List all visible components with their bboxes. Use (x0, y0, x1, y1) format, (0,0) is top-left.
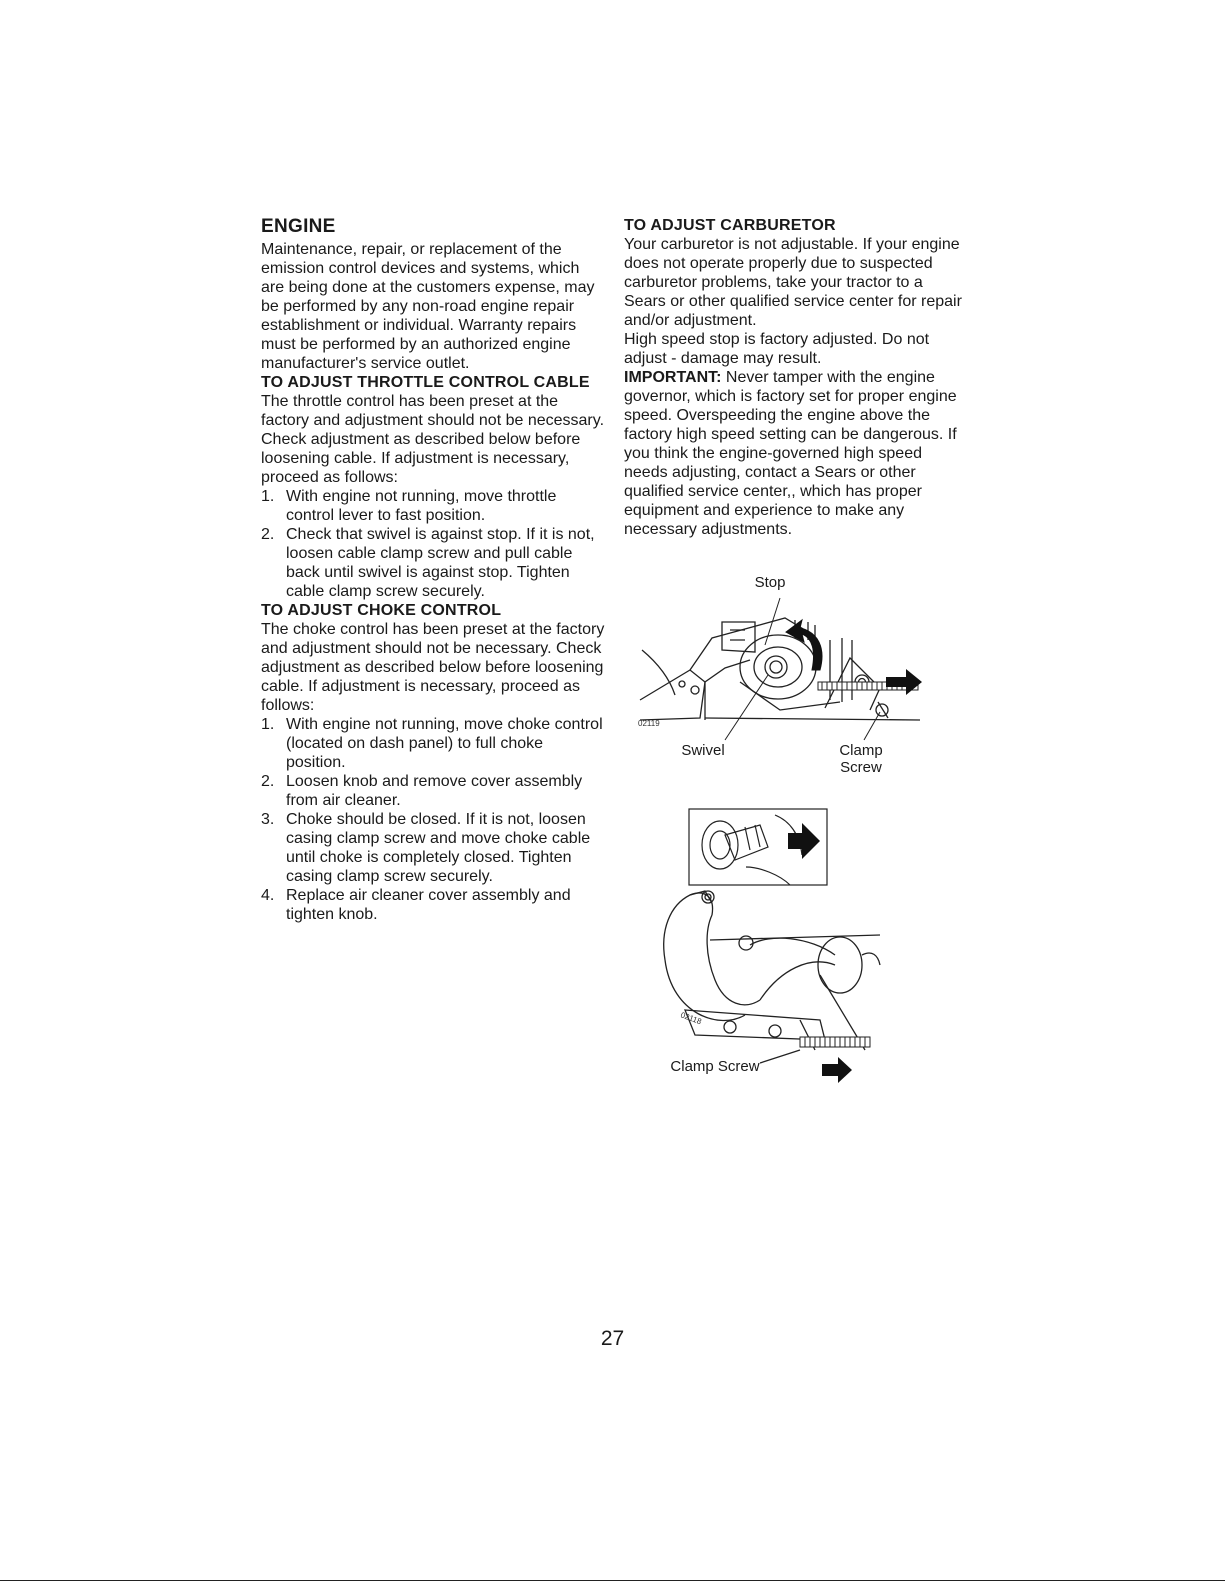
step-text: Loosen knob and remove cover assembly from air cleaner. (286, 773, 583, 809)
figure-code: 02119 (638, 719, 660, 728)
step-number: 2. (261, 526, 275, 543)
step-text: Replace air cleaner cover assembly and tighten knob. (286, 887, 571, 923)
list-item (261, 525, 606, 601)
throttle-heading: TO ADJUST THROTTLE CONTROL CABLE (261, 374, 590, 391)
step-text: With engine not running, move throttle control lever to fast position. (286, 488, 557, 524)
important-text: Never tamper with the engine governor, which is factory set for proper engine speed. Overspeeding the engine above the factory high speed setting can be dangerous. If you think the engine-governed high speed needs adjusting, contact a Sears or other qualified service center,, which has proper equipment and experience to make any necessary adjustments. (624, 369, 957, 538)
right-arrow-icon (822, 1057, 852, 1083)
step-number: 1. (261, 716, 275, 733)
page-number: 27 (600, 1327, 625, 1350)
engine-paragraph: Maintenance, repair, or replacement of the emission control devices and systems, which are being done at the customers expense, may be performed by any non-road engine repair establishment or individual. Warranty repairs must be performed by an authorized engine manufacturer's service outlet. (261, 241, 595, 372)
choke-heading: TO ADJUST CHOKE CONTROL (261, 602, 502, 619)
step-number: 4. (261, 887, 275, 904)
step-text: With engine not running, move choke control (located on dash panel) to full choke position. (286, 716, 603, 771)
bottom-rule (0, 1580, 1225, 1581)
label-swivel: Swivel (681, 742, 725, 759)
list-item (261, 886, 606, 924)
right-column (624, 216, 969, 539)
important-lead: IMPORTANT: (624, 369, 722, 386)
carburetor-paragraph: Your carburetor is not adjustable. If your engine does not operate properly due to suspected carburetor problems, take your tractor to a Sears or other qualified service center for repair and/or adjustment. (624, 236, 962, 329)
important-paragraph (624, 368, 969, 539)
rotation-arrow-icon (786, 620, 822, 670)
step-text: Check that swivel is against stop. If it is not, loosen cable clamp screw and pull cable back until swivel is against stop. Tighten cable clamp screw securely. (286, 526, 595, 600)
carburetor-heading: TO ADJUST CARBURETOR (624, 217, 836, 234)
label-clamp-screw: Clamp Screw (839, 742, 883, 776)
label-stop: Stop (754, 574, 786, 591)
high-speed-paragraph: High speed stop is factory adjusted. Do not adjust - damage may result. (624, 331, 930, 367)
choke-steps (261, 715, 606, 924)
throttle-paragraph: The throttle control has been preset at the factory and adjustment should not be necessary. Check adjustment as described below before loosening cable. If adjustment is necessary, proceed as follows: (261, 393, 605, 486)
choke-illustration (650, 805, 890, 1090)
figure-code: 02118 (679, 1010, 703, 1027)
choke-paragraph: The choke control has been preset at the factory and adjustment should not be necessary. Check adjustment as described below before loosening cable. If adjustment is necessary, proceed as follows: (261, 621, 605, 714)
step-text: Choke should be closed. If it is not, loosen casing clamp screw and move choke cable until choke is completely closed. Tighten casing clamp screw securely. (286, 811, 591, 885)
step-number: 2. (261, 773, 275, 790)
choke-figure (650, 805, 890, 1090)
list-item (261, 487, 606, 525)
right-arrow-icon (886, 669, 922, 695)
throttle-steps (261, 487, 606, 601)
step-number: 1. (261, 488, 275, 505)
engine-heading: ENGINE (261, 216, 336, 237)
step-number: 3. (261, 811, 275, 828)
list-item (261, 772, 606, 810)
left-column (261, 216, 606, 924)
throttle-figure (630, 570, 930, 780)
list-item (261, 715, 606, 772)
list-item (261, 810, 606, 886)
label-clamp-screw: Clamp Screw (670, 1058, 760, 1075)
